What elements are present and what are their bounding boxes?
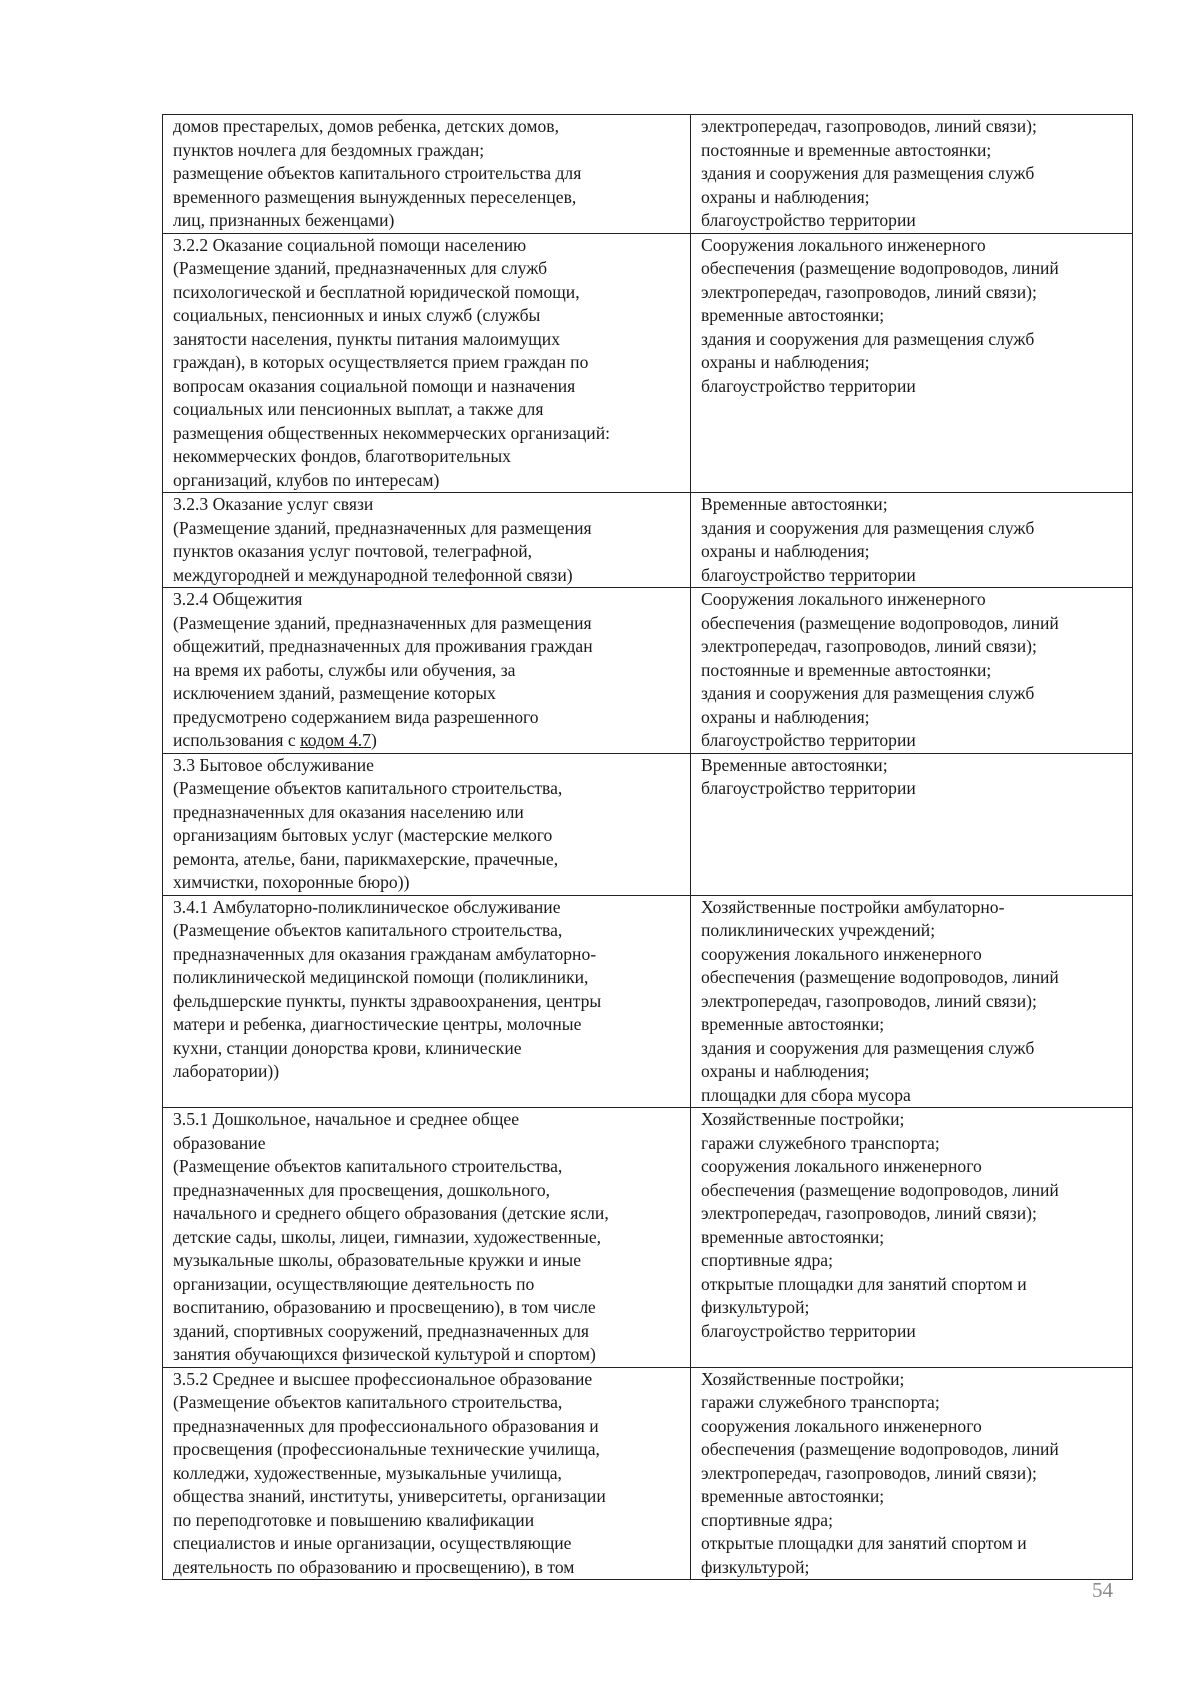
auxiliary-use-cell: Хозяйственные постройки амбулаторно- поликлинических учреждений; сооружения локального инженерного обеспечения (размещение водопроводов, линий электропередач, газопроводов, линий связи); временные автостоянки; здания и сооружения для размещения служб охраны и наблюдения; площадки для сбора мусора (691, 895, 1133, 1108)
auxiliary-use-cell: Временные автостоянки; здания и сооружения для размещения служб охраны и наблюдения; благоустройство территории (691, 493, 1133, 588)
permitted-use-cell: 3.2.2 Оказание социальной помощи населению (Размещение зданий, предназначенных для служб психологической и бесплатной юридической помощи, социальных, пенсионных и иных служб (службы занятости населения, пункты питания малоимущих граждан), в которых осуществляется прием граждан по вопросам оказания социальной помощи и назначения социальных или пенсионных выплат, а также для размещения общественных некоммерческих организаций: некоммерческих фондов, благотворительных организаций, клубов по интересам) (163, 233, 691, 493)
land-use-table (162, 114, 1133, 1580)
permitted-use-cell: 3.4.1 Амбулаторно-поликлиническое обслуживание (Размещение объектов капитального строительства, предназначенных для оказания гражданам амбулаторно- поликлинической медицинской помощи (поликлиники, фельдшерские пункты, пункты здравоохранения, центры матери и ребенка, диагностические центры, молочные кухни, станции донорства крови, клинические лаборатории)) (163, 895, 691, 1108)
permitted-use-cell: 3.3 Бытовое обслуживание (Размещение объектов капитального строительства, предназначенных для оказания населению или организациям бытовых услуг (мастерские мелкого ремонта, ателье, бани, парикмахерские, прачечные, химчистки, похоронные бюро)) (163, 753, 691, 895)
table-row (163, 233, 1133, 493)
permitted-use-cell: 3.2.3 Оказание услуг связи (Размещение зданий, предназначенных для размещения пунктов оказания услуг почтовой, телеграфной, междугородней и международной телефонной связи) (163, 493, 691, 588)
permitted-use-cell: 3.2.4 Общежития (Размещение зданий, предназначенных для размещения общежитий, предназначенных для проживания граждан на время их работы, службы или обучения, за исключением зданий, размещение которых предусмотрено содержанием вида разрешенного использования с кодом 4.7) (163, 588, 691, 754)
auxiliary-use-cell: Временные автостоянки; благоустройство территории (691, 753, 1133, 895)
table-row (163, 1367, 1133, 1580)
table-row (163, 115, 1133, 234)
table-row (163, 753, 1133, 895)
auxiliary-use-cell: Сооружения локального инженерного обеспечения (размещение водопроводов, линий электропередач, газопроводов, линий связи); постоянные и временные автостоянки; здания и сооружения для размещения служб охраны и наблюдения; благоустройство территории (691, 588, 1133, 754)
auxiliary-use-cell: Хозяйственные постройки; гаражи служебного транспорта; сооружения локального инженерного обеспечения (размещение водопроводов, линий электропередач, газопроводов, линий связи); временные автостоянки; спортивные ядра; открытые площадки для занятий спортом и физкультурой; (691, 1367, 1133, 1580)
auxiliary-use-cell: Сооружения локального инженерного обеспечения (размещение водопроводов, линий электропередач, газопроводов, линий связи); временные автостоянки; здания и сооружения для размещения служб охраны и наблюдения; благоустройство территории (691, 233, 1133, 493)
permitted-use-cell: 3.5.1 Дошкольное, начальное и среднее общее образование (Размещение объектов капитального строительства, предназначенных для просвещения, дошкольного, начального и среднего общего образования (детские ясли, детские сады, школы, лицеи, гимназии, художественные, музыкальные школы, образовательные кружки и иные организации, осуществляющие деятельность по воспитанию, образованию и просвещению), в том числе зданий, спортивных сооружений, предназначенных для занятия обучающихся физической культурой и спортом) (163, 1108, 691, 1368)
table-row (163, 895, 1133, 1108)
table-row (163, 588, 1133, 754)
auxiliary-use-cell: Хозяйственные постройки; гаражи служебного транспорта; сооружения локального инженерного обеспечения (размещение водопроводов, линий электропередач, газопроводов, линий связи); временные автостоянки; спортивные ядра; открытые площадки для занятий спортом и физкультурой; благоустройство территории (691, 1108, 1133, 1368)
code-4-7-link[interactable]: кодом 4.7 (300, 730, 371, 750)
table-row (163, 1108, 1133, 1368)
page-number: 54 (1092, 1578, 1113, 1602)
table-row (163, 493, 1133, 588)
auxiliary-use-cell: электропередач, газопроводов, линий связи); постоянные и временные автостоянки; здания и сооружения для размещения служб охраны и наблюдения; благоустройство территории (691, 115, 1133, 234)
permitted-use-cell: 3.5.2 Среднее и высшее профессиональное образование (Размещение объектов капитального строительства, предназначенных для профессионального образования и просвещения (профессиональные технические училища, колледжи, художественные, музыкальные училища, общества знаний, институты, университеты, организации по переподготовке и повышению квалификации специалистов и иные организации, осуществляющие деятельность по образованию и просвещению), в том (163, 1367, 691, 1580)
permitted-use-cell: домов престарелых, домов ребенка, детских домов, пунктов ночлега для бездомных граждан; размещение объектов капитального строительства для временного размещения вынужденных переселенцев, лиц, признанных беженцами) (163, 115, 691, 234)
